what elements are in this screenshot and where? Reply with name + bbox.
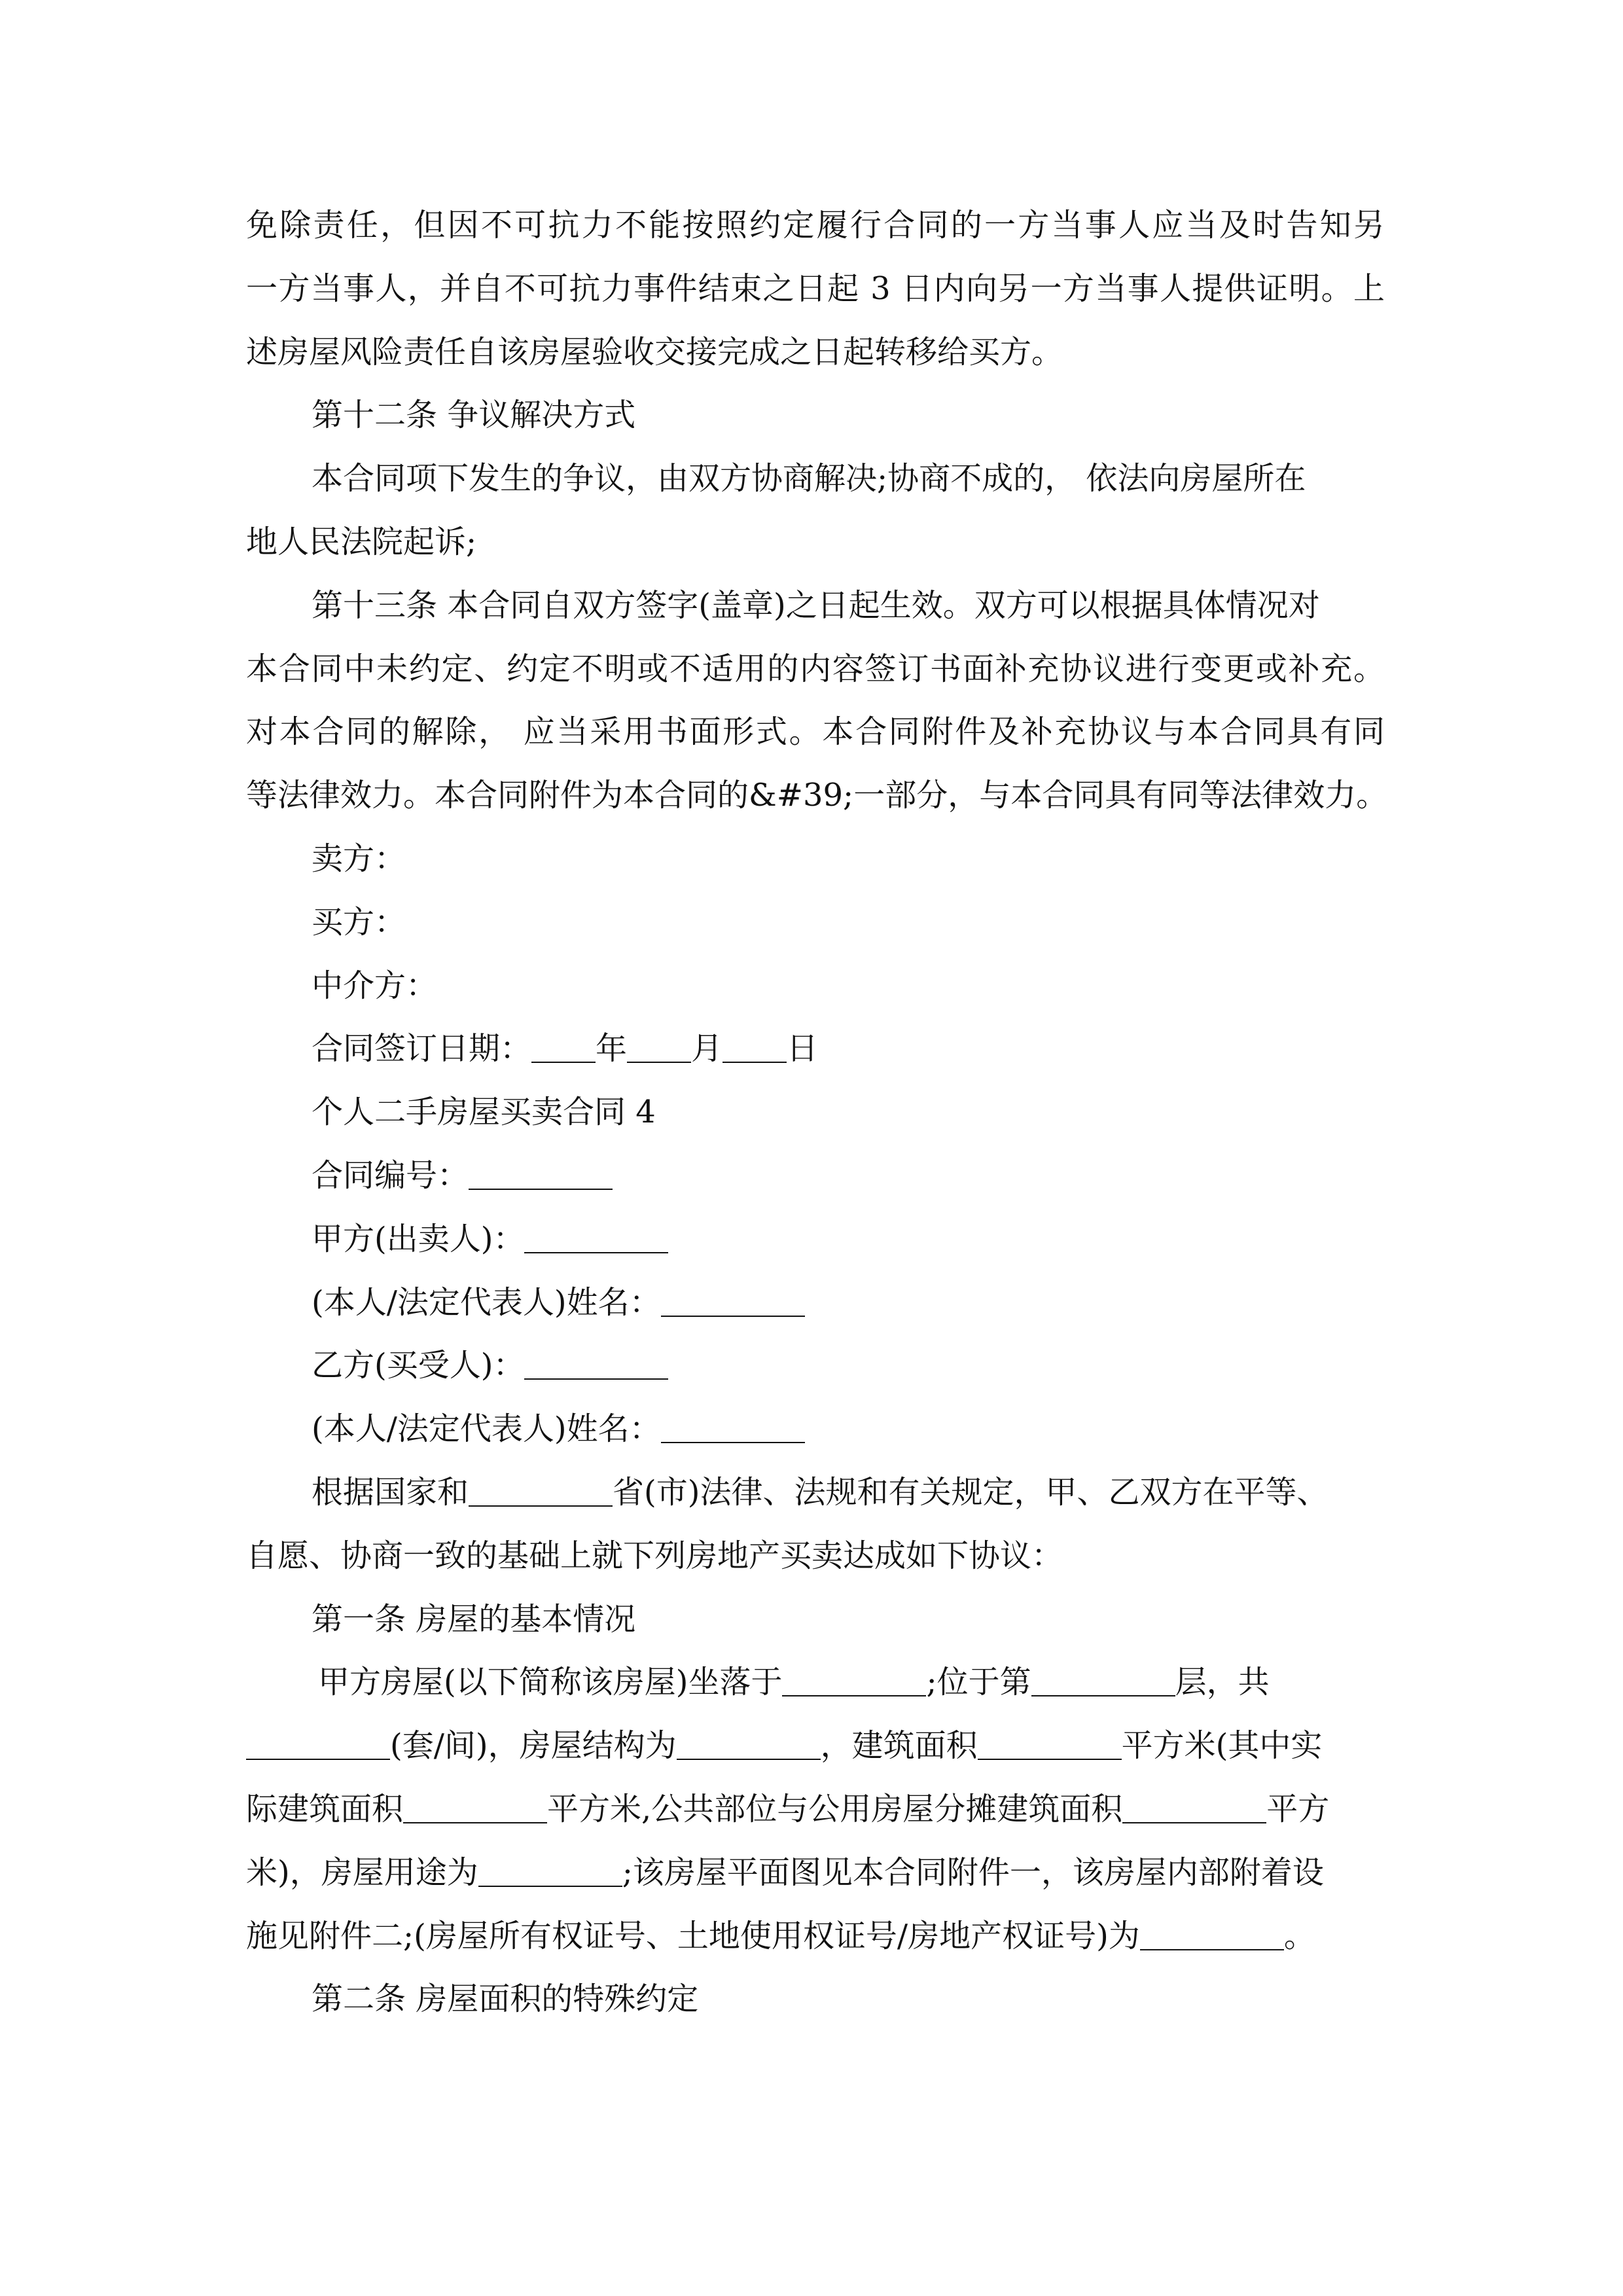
article-1-line-2	[246, 1714, 1385, 1778]
text: 自愿、协商一致的基础上就下列房地产买卖达成如下协议：	[246, 1537, 1063, 1574]
text: 述房屋风险责任自该房屋验收交接完成之日起转移给买方。	[246, 333, 1063, 370]
party-b-line	[246, 1334, 1385, 1397]
clause-11-line-1	[246, 194, 1385, 257]
text: ;位于第	[926, 1664, 1031, 1701]
agent-signature-line	[246, 954, 1385, 1018]
party-a-name-blank	[661, 1284, 805, 1317]
text: 本合同中未约定、约定不明或不适用的内容签订书面补充协议进行变更或补充。	[246, 650, 1385, 687]
buyer-signature-line	[246, 891, 1385, 954]
text: 施见附件二;(房屋所有权证号、土地使用权证号/房地产权证号)为	[246, 1917, 1140, 1954]
article-1-line-4	[246, 1841, 1385, 1905]
text: ，建筑面积	[820, 1727, 978, 1765]
text: 第十三条 本合同自双方签字(盖章)之日起生效。双方可以根据具体情况对	[312, 586, 1320, 624]
party-a-name-line	[246, 1271, 1385, 1335]
unit-count-blank	[246, 1727, 390, 1760]
text: (本人/法定代表人)姓名：	[312, 1410, 661, 1448]
usage-blank	[478, 1854, 622, 1887]
article-12-heading	[246, 384, 1385, 447]
text: 中介方：	[312, 967, 438, 1004]
floor-blank	[1031, 1664, 1175, 1696]
text: 个人二手房屋买卖合同 4	[312, 1094, 656, 1131]
text: 地人民法院起诉;	[246, 523, 477, 560]
article-13-line-1	[246, 574, 1385, 637]
text: 月	[691, 1030, 723, 1067]
text: 甲方房屋(以下简称该房屋)坐落于	[318, 1664, 783, 1701]
text: 平方米(其中实	[1121, 1727, 1323, 1765]
article-1-line-1	[246, 1651, 1385, 1714]
article-13-line-4	[246, 764, 1388, 827]
party-b-blank	[524, 1347, 668, 1380]
text: 一方当事人，并自不可抗力事件结束之日起 3 日内向另一方当事人提供证明。上	[246, 270, 1385, 307]
contract-number-blank	[469, 1157, 613, 1190]
text: 日	[787, 1030, 819, 1067]
preamble-line-2	[246, 1524, 1385, 1588]
seller-signature-line	[246, 827, 1385, 891]
text: 平方米,公共部位与公用房屋分摊建筑面积	[547, 1790, 1123, 1827]
document-page	[246, 194, 1388, 2031]
text: 合同编号：	[312, 1157, 469, 1194]
text: 平方	[1266, 1790, 1330, 1827]
text: 买方：	[312, 903, 406, 941]
certificate-number-blank	[1140, 1918, 1284, 1950]
text: (套/间)，房屋结构为	[390, 1727, 677, 1765]
text: 层，共	[1175, 1664, 1270, 1701]
article-1-line-5	[246, 1905, 1385, 1968]
party-a-line	[246, 1208, 1385, 1271]
structure-blank	[677, 1727, 821, 1760]
article-12-line-2	[246, 511, 1385, 574]
sign-date-line	[246, 1017, 1385, 1081]
text: 根据国家和	[312, 1473, 469, 1511]
text: 本合同项下发生的争议，由双方协商解决;协商不成的， 依法向房屋所在	[312, 460, 1306, 497]
text: ;该房屋平面图见本合同附件一，该房屋内部附着设	[622, 1854, 1324, 1891]
party-a-blank	[524, 1221, 668, 1253]
article-13-line-3	[246, 700, 1385, 764]
text: 年	[596, 1030, 628, 1067]
province-blank	[469, 1474, 613, 1507]
location-blank	[782, 1664, 926, 1696]
text: 际建筑面积	[246, 1790, 404, 1827]
contract-number-line	[246, 1144, 1385, 1208]
text: 免除责任，但因不可抗力不能按照约定履行合同的一方当事人应当及时告知另	[246, 207, 1385, 243]
text: 第十二条 争议解决方式	[312, 397, 636, 434]
clause-11-line-3	[246, 321, 1385, 384]
article-1-line-3	[246, 1778, 1385, 1841]
contract-4-title	[246, 1081, 1385, 1144]
text: 合同签订日期：	[312, 1030, 532, 1067]
text: 卖方：	[312, 840, 406, 877]
text: (本人/法定代表人)姓名：	[312, 1283, 661, 1321]
article-1-heading	[246, 1588, 1385, 1651]
day-blank	[722, 1030, 787, 1063]
party-b-name-blank	[661, 1410, 805, 1443]
text: 。	[1283, 1917, 1315, 1954]
text: 等法律效力。本合同附件为本合同的&#39;一部分，与本合同具有同等法律效力。	[246, 777, 1388, 814]
preamble-line-1	[246, 1461, 1385, 1524]
text: 第一条 房屋的基本情况	[312, 1600, 636, 1638]
text: 乙方(买受人)：	[312, 1347, 525, 1384]
text: 省(市)法律、法规和有关规定，甲、乙双方在平等、	[613, 1473, 1329, 1511]
year-blank	[531, 1030, 596, 1063]
article-2-heading	[246, 1967, 1385, 2031]
text: 米)，房屋用途为	[246, 1854, 478, 1891]
text: 对本合同的解除， 应当采用书面形式。本合同附件及补充协议与本合同具有同	[246, 713, 1385, 751]
month-blank	[627, 1030, 691, 1063]
article-12-line-1	[246, 447, 1385, 511]
shared-area-blank	[1122, 1791, 1266, 1823]
article-13-line-2	[246, 637, 1385, 701]
clause-11-line-2	[246, 257, 1385, 321]
text: 甲方(出卖人)：	[312, 1220, 525, 1257]
party-b-name-line	[246, 1397, 1385, 1461]
text: 第二条 房屋面积的特殊约定	[312, 1981, 699, 2018]
actual-area-blank	[403, 1791, 547, 1823]
floor-area-blank	[978, 1727, 1122, 1760]
